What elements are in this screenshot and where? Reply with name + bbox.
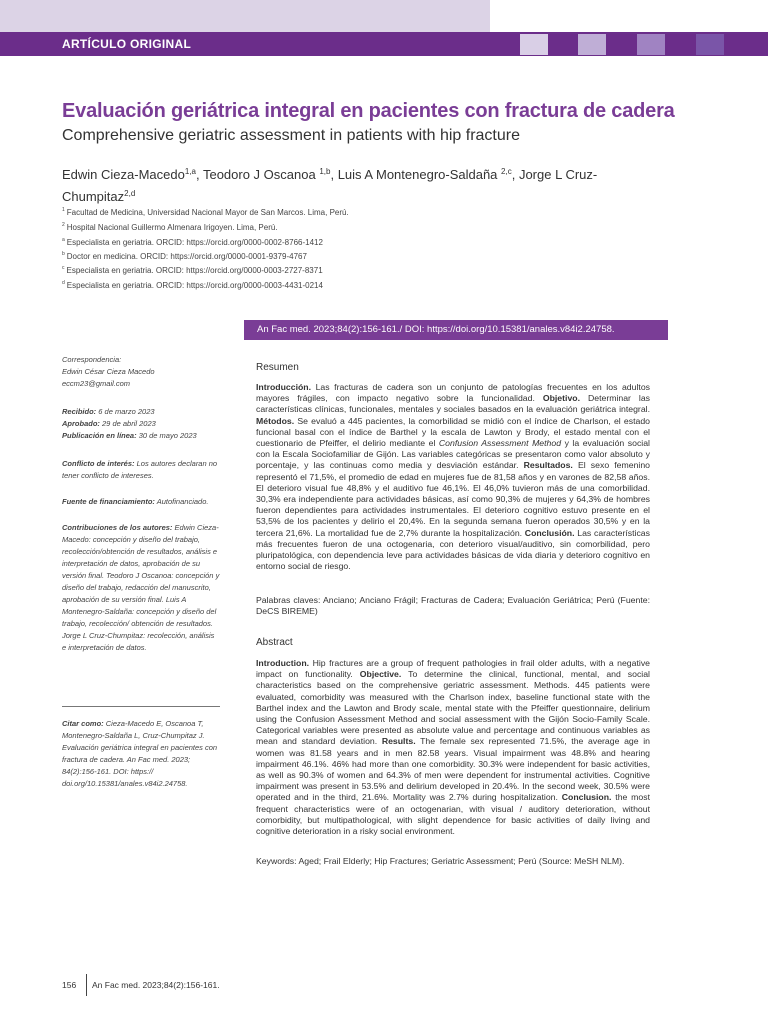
text-run: Las fracturas de cadera son un conjunto de patologías frecuentes en los adultos mayores frágiles, con impacto negativo sobre la funcionalidad. bbox=[256, 382, 650, 404]
author-name: Luis A Montenegro-Saldaña bbox=[337, 167, 498, 182]
affiliation-item bbox=[62, 252, 307, 261]
affiliation-item bbox=[62, 266, 323, 275]
affiliation-mark: a bbox=[62, 237, 65, 243]
affiliation-text: Especialista en geriatria. ORCID: https://orcid.org/0000-0003-2727-8371 bbox=[66, 266, 323, 275]
decorative-square bbox=[637, 34, 665, 55]
correspondence-block bbox=[62, 354, 220, 390]
affiliation-text: Doctor en medicina. ORCID: https://orcid.org/0000-0001-9379-4767 bbox=[66, 252, 307, 261]
keywords-en-text: Aged; Frail Elderly; Hip Fractures; Geriatric Assessment; Perú (Source: MeSH NLM). bbox=[296, 856, 625, 866]
author-name: Teodoro J Oscanoa bbox=[202, 167, 316, 182]
section-lead: Introduction. bbox=[256, 658, 310, 668]
contributions-text: Edwin Cieza-Macedo: concepción y diseño del trabajo, recolección/obtención de resultados, análisis e interpretación de datos, aprobación de su versión final. Teodoro J Oscanoa: concepción y diseño del trabajo, redacción del manuscrito, aprobación de su versión final. Luis A Montenegro-Saldaña: concepción y diseño del trabajo, recolección/ obtención de resultados. Jorge L Cruz-Chumpitaz: recolección, análisis e interpretación de datos. bbox=[62, 523, 220, 652]
received-label: Recibido: bbox=[62, 407, 97, 416]
conflict-text: Los autores declaran no tener conflicto de intereses. bbox=[62, 459, 218, 480]
footer-divider bbox=[86, 974, 87, 996]
section-lead: Conclusión. bbox=[524, 527, 575, 538]
decorative-square bbox=[578, 34, 606, 55]
correspondence-label: Correspondencia: bbox=[62, 355, 122, 364]
text-run: Se evaluó a 445 pacientes, la comorbilidad se midió con el índice de Charlson, el estado funcional basal con el índice de Barthel y la escala de Lawton y Brody, el estado mental con el cuestionario de Pfeiffer, el delirio mediante el bbox=[256, 415, 650, 449]
section-lead: Métodos. bbox=[256, 415, 295, 426]
conflict-block bbox=[62, 458, 220, 482]
text-run: The female sex represented 71.5%, the average age in women was 81.58 years and in men 82.58 years. Visual impairment was 48.8% and hearing impairment 46.1%. 46% had more than one comorbidity. 30.3% were independent for basic activities, as well as 90.3% of women and 64.3% of men were dependent for instrumental activities. Cognitive impairment was present in 53.5% and delirium developed in 20.4%. In the second week, 30.5% were operated and in the third, 21.6%. Mortality was 2.7% during hospitalization. bbox=[256, 736, 650, 803]
cite-as-block bbox=[62, 718, 220, 790]
published-label: Publicación en línea: bbox=[62, 431, 137, 440]
abstract-body bbox=[256, 658, 650, 837]
section-lead: Objetivo. bbox=[542, 393, 580, 404]
contributions-block bbox=[62, 522, 220, 654]
affiliation-mark: c bbox=[62, 265, 65, 271]
keywords-en-label: Keywords: bbox=[256, 856, 297, 866]
approved-date: 29 de abril 2023 bbox=[102, 419, 156, 428]
author-list: Edwin Cieza-Macedo$^{1,a}$, Teodoro J Oscanoa $^{1,b}$, Luis A Montenegro-Saldaña $^{2,c}$, Jorge L Cruz-Chumpitaz$^{2,d}$ bbox=[62, 167, 598, 204]
cite-as-text: Cieza-Macedo E, Oscanoa T, Montenegro-Saldaña L, Cruz-Chumpitaz J. Evaluación geriátrica integral en pacientes con fractura de cadera. An Fac med. 2023; 84(2):156-161. DOI: https:// doi.org/10.15381/anales.v84i2.24758. bbox=[62, 719, 218, 788]
author-affiliation-mark: 2,d bbox=[124, 189, 136, 198]
correspondence-name: Edwin César Cieza Macedo bbox=[62, 367, 155, 376]
author-name: Edwin Cieza-Macedo bbox=[62, 167, 185, 182]
funding-label: Fuente de financiamiento: bbox=[62, 497, 155, 506]
author-name: Jorge L Cruz-Chumpitaz bbox=[62, 167, 598, 204]
affiliation-mark: 2 bbox=[62, 222, 65, 228]
text-run: El sexo femenino representó el 71,5%, el promedio de edad en mujeres fue de 81,58 años y en varones de 82,58 años. El deterioro visual fue 48,8% y el auditivo fue 46,1%. El 46,0% tuvieron más de una comorbilidad. 30,3% era independiente para actividades básicas, así como 90,3% de mujeres y 64,3% de hombres fueron dependientes para actividades instrumentales. El deterioro cognitivo estuvo presente en el 53,5% de los pacientes y delirio el 20,4%. En la segunda semana fueron operados 30,5% y en la tercera 21,6%. La mortalidad fue de 2,7% durante la hospitalización. bbox=[256, 460, 650, 538]
affiliation-item bbox=[62, 223, 278, 232]
footer-citation: An Fac med. 2023;84(2):156-161. bbox=[92, 980, 220, 990]
published-date: 30 de mayo 2023 bbox=[138, 431, 197, 440]
page-number: 156 bbox=[62, 980, 77, 990]
header-top-band bbox=[0, 0, 490, 32]
text-run: Hip fractures are a group of frequent pathologies in frail older adults, with a negative impact on functionality. bbox=[256, 658, 650, 680]
text-run: y la evaluación social con la Escala Sociofamiliar de Gijón. Las variables categóricas se presentaron como valor absoluto y porcentaje, y las continuas como media y desviación estándar. bbox=[256, 438, 650, 471]
cite-as-label: Citar como: bbox=[62, 719, 104, 728]
affiliation-item bbox=[62, 281, 323, 290]
keywords-es-text: Anciano; Anciano Frágil; Fracturas de Cadera; Evaluación Geriátrica; Perú (Fuente: DeCS BIREME) bbox=[256, 595, 650, 617]
text-run: Determinar las características clínicas, funcionales, mentales y sociales basados en la evaluación geriátrica integral. bbox=[256, 393, 650, 415]
funding-text: Autofinanciado. bbox=[156, 497, 209, 506]
resumen-keywords bbox=[256, 595, 650, 617]
text-run: To determine the clinical, functional, mental, and social characteristics based on the comprehensive geriatric assessment. Methods. 445 patients were evaluated, comorbidity was measured with the Charlson index, baseline functional state with the Barthel index and the Lawton and Brody scale, mental state with the Pfeiffer questionnaire, delirium using the Confusion Assessment Method and social assessment with the Gijón Socio-Family Scale. Categorical variables were presented as absolute value and percentage and continuous variables as mean and standard deviation. bbox=[256, 669, 650, 747]
affiliation-text: Hospital Nacional Guillermo Almenara Irigoyen. Lima, Perú. bbox=[66, 223, 278, 232]
text-run: Las características más frecuentes fueron de una octogenaria, con deterioro visual/auditivo, sin comorbilidad, pero pluripatológica, con dependencia leve para actividades básicas de vida diaria y deterioro cognitivo en entorno social de riesgo. bbox=[256, 527, 650, 572]
affiliation-text: Especialista en geriatria. ORCID: https://orcid.org/0000-0003-4431-0214 bbox=[66, 281, 323, 290]
affiliation-item bbox=[62, 208, 349, 217]
article-title-es: Evaluación geriátrica integral en pacientes con fractura de cadera bbox=[62, 100, 675, 122]
section-lead: Resultados. bbox=[523, 460, 573, 471]
abstract-paragraph bbox=[256, 658, 650, 837]
affiliation-mark: 1 bbox=[62, 207, 65, 213]
dates-block bbox=[62, 406, 220, 442]
article-title-en: Comprehensive geriatric assessment in patients with hip fracture bbox=[62, 127, 520, 144]
section-label: ARTÍCULO ORIGINAL bbox=[62, 37, 192, 51]
resumen-paragraph bbox=[256, 382, 650, 572]
affiliation-mark: d bbox=[62, 280, 65, 286]
affiliation-text: Especialista en geriatria. ORCID: https://orcid.org/0000-0002-8766-1412 bbox=[66, 238, 323, 247]
section-lead: Results. bbox=[381, 736, 416, 747]
contributions-label: Contribuciones de los autores: bbox=[62, 523, 173, 532]
author-affiliation-mark: 1,a bbox=[184, 167, 196, 176]
affiliation-mark: b bbox=[62, 251, 65, 257]
italic-term: Confusion Assessment Method bbox=[438, 438, 562, 449]
resumen-heading: Resumen bbox=[256, 362, 299, 373]
author-affiliation-mark: 1,b bbox=[319, 167, 331, 176]
approved-label: Aprobado: bbox=[62, 419, 100, 428]
abstract-heading: Abstract bbox=[256, 637, 293, 648]
author-affiliation-mark: 2,c bbox=[501, 167, 512, 176]
correspondence-email: eccm23@gmail.com bbox=[62, 379, 131, 388]
decorative-square bbox=[696, 34, 724, 55]
abstract-keywords bbox=[256, 856, 650, 867]
text-run: the most frequent characteristics were of an octogenarian, with visual / auditory deterioration, without comorbidity, but multipathological, with slight dependence for basic activities of daily living and cognitive deterioration in a risky social environment. bbox=[256, 792, 651, 837]
section-lead: Objective. bbox=[359, 669, 402, 680]
decorative-square bbox=[520, 34, 548, 55]
doi-citation-bar: An Fac med. 2023;84(2):156-161./ DOI: https://doi.org/10.15381/anales.v84i2.24758. bbox=[244, 320, 668, 340]
funding-block bbox=[62, 496, 220, 508]
keywords-es-label: Palabras claves: bbox=[256, 595, 321, 605]
received-date: 6 de marzo 2023 bbox=[98, 407, 155, 416]
affiliation-item bbox=[62, 238, 323, 247]
resumen-body bbox=[256, 382, 650, 572]
conflict-label: Conflicto de interés: bbox=[62, 459, 135, 468]
section-lead: Conclusion. bbox=[561, 792, 612, 803]
sidebar-divider bbox=[62, 706, 220, 707]
section-lead: Introducción. bbox=[256, 382, 312, 392]
affiliation-text: Facultad de Medicina, Universidad Nacional Mayor de San Marcos. Lima, Perú. bbox=[66, 208, 349, 217]
